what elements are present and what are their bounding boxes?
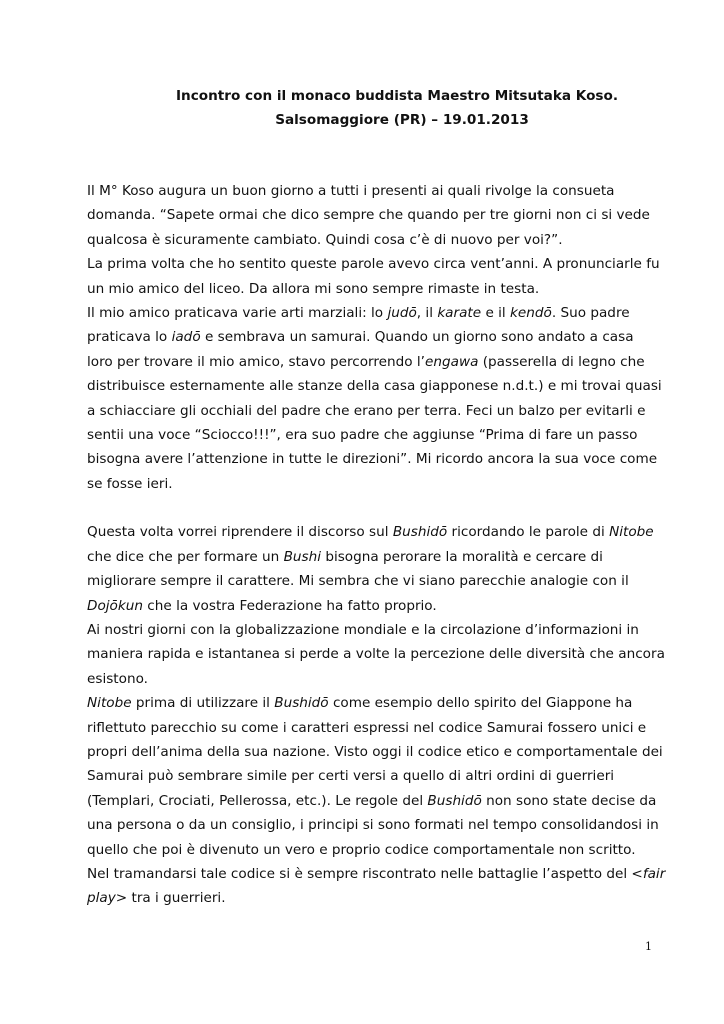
text-run: (passerella di legno che xyxy=(478,353,645,370)
text-line xyxy=(87,252,667,276)
italic-term: Bushi xyxy=(283,548,321,565)
text-run: maniera rapida e istantanea si perde a volte la percezione delle diversità che ancora xyxy=(87,646,665,663)
text-run: se fosse ieri. xyxy=(87,475,173,492)
text-line xyxy=(87,862,667,886)
text-line xyxy=(87,594,667,618)
text-run: a schiacciare gli occhiali del padre che erano per terra. Feci un balzo per evitarli e xyxy=(87,402,646,419)
text-run: esistono. xyxy=(87,670,148,687)
text-run: sentii una voce “Sciocco!!!”, era suo padre che aggiunse “Prima di fare un passo xyxy=(87,426,638,443)
text-line xyxy=(87,228,667,252)
text-line xyxy=(87,399,667,423)
text-run: migliorare sempre il carattere. Mi sembra che vi siano parecchie analogie con il xyxy=(87,573,629,590)
text-line xyxy=(87,642,667,666)
italic-term: iadō xyxy=(171,329,201,346)
document-title: Incontro con il monaco buddista Maestro Mitsutaka Koso. xyxy=(175,88,619,104)
text-run: Il mio amico praticava varie arti marziali: lo xyxy=(87,304,388,321)
text-line xyxy=(87,325,667,349)
text-run: domanda. “Sapete ormai che dico sempre che quando per tre giorni non ci si vede xyxy=(87,207,650,224)
text-run: . Suo padre xyxy=(551,304,630,321)
text-run: e il xyxy=(481,304,511,321)
text-line xyxy=(87,838,667,862)
text-run: praticava lo xyxy=(87,329,172,346)
text-run: propri dell’anima della sua nazione. Visto oggi il codice etico e comportamentale dei xyxy=(87,743,663,760)
text-run: una persona o da un consiglio, i principi si sono formati nel tempo consolidandosi in xyxy=(87,817,659,834)
text-line xyxy=(87,886,667,910)
text-line xyxy=(87,764,667,788)
text-run: La prima volta che ho sentito queste parole avevo circa vent’anni. A pronunciarle fu xyxy=(87,256,660,273)
text-line xyxy=(87,472,667,496)
italic-term: karate xyxy=(437,304,482,321)
text-run: come esempio dello spirito del Giappone ha xyxy=(328,695,633,712)
text-line xyxy=(87,618,667,642)
text-run: non sono state decise da xyxy=(481,792,657,809)
italic-term: kendō xyxy=(510,304,552,321)
italic-term: Dojōkun xyxy=(87,597,143,614)
italic-term: Bushidō xyxy=(427,792,482,809)
text-line xyxy=(87,277,667,301)
italic-term: fair xyxy=(642,865,666,882)
text-line xyxy=(87,813,667,837)
text-run: Questa volta vorrei riprendere il discorso sul xyxy=(87,524,393,541)
text-line xyxy=(87,179,667,203)
italic-term: play xyxy=(87,890,116,907)
text-run: (Templari, Crociati, Pellerossa, etc.). Le regole del xyxy=(87,792,428,809)
italic-term: Bushidō xyxy=(392,524,448,541)
text-run: Ai nostri giorni con la globalizzazione mondiale e la circolazione d’informazioni in xyxy=(87,622,639,639)
text-line xyxy=(87,789,667,813)
document-subtitle: Salsomaggiore (PR) – 19.01.2013 xyxy=(275,112,529,128)
text-line xyxy=(87,691,667,715)
italic-term: Nitobe xyxy=(87,695,132,712)
text-run: Il M° Koso augura un buon giorno a tutti i presenti ai quali rivolge la consueta xyxy=(87,183,615,199)
text-line xyxy=(87,447,667,471)
paragraph-gap xyxy=(87,496,667,520)
text-line xyxy=(87,520,667,544)
text-run: > tra i guerrieri. xyxy=(115,890,226,907)
text-run: che dice che per formare un xyxy=(87,548,284,565)
text-run: Samurai può sembrare simile per certi versi a quello di altri ordini di guerrieri xyxy=(87,768,615,785)
text-line xyxy=(87,569,667,593)
text-run: Nel tramandarsi tale codice si è sempre riscontrato nelle battaglie l’aspetto del < xyxy=(87,865,643,882)
text-run: loro per trovare il mio amico, stavo percorrendo l’ xyxy=(87,353,426,370)
text-run: ricordando le parole di xyxy=(447,524,610,541)
text-run: riflettuto parecchio su come i caratteri espressi nel codice Samurai fossero unici e xyxy=(87,719,647,736)
paragraph xyxy=(87,179,667,496)
italic-term: judō xyxy=(387,304,417,321)
document-body xyxy=(87,179,667,911)
text-line xyxy=(87,423,667,447)
text-run: e sembrava un samurai. Quando un giorno sono andato a casa xyxy=(200,329,634,346)
text-line xyxy=(87,545,667,569)
text-run: distribuisce esternamente alle stanze della casa giapponese n.d.t.) e mi trovai quasi xyxy=(87,378,662,395)
italic-term: Bushidō xyxy=(274,695,329,712)
text-run: bisogna avere l’attenzione in tutte le direzioni”. Mi ricordo ancora la sua voce come xyxy=(87,451,658,468)
text-run: , il xyxy=(416,304,438,321)
page-number: 1 xyxy=(645,940,652,953)
text-run: prima di utilizzare il xyxy=(131,695,275,712)
text-run: un mio amico del liceo. Da allora mi sono sempre rimaste in testa. xyxy=(87,280,540,297)
text-line xyxy=(87,667,667,691)
italic-term: Nitobe xyxy=(609,524,654,541)
text-line xyxy=(87,740,667,764)
text-line xyxy=(87,374,667,398)
text-line xyxy=(87,301,667,325)
text-run: che la vostra Federazione ha fatto proprio. xyxy=(142,597,437,614)
text-run: qualcosa è sicuramente cambiato. Quindi cosa c’è di nuovo per voi?”. xyxy=(87,231,563,248)
italic-term: engawa xyxy=(425,353,479,370)
paragraph xyxy=(87,520,667,910)
text-run: quello che poi è divenuto un vero e proprio codice comportamentale non scritto. xyxy=(87,841,636,858)
text-line xyxy=(87,350,667,374)
text-line xyxy=(87,716,667,740)
text-run: bisogna perorare la moralità e cercare di xyxy=(321,548,603,565)
text-line xyxy=(87,203,667,227)
